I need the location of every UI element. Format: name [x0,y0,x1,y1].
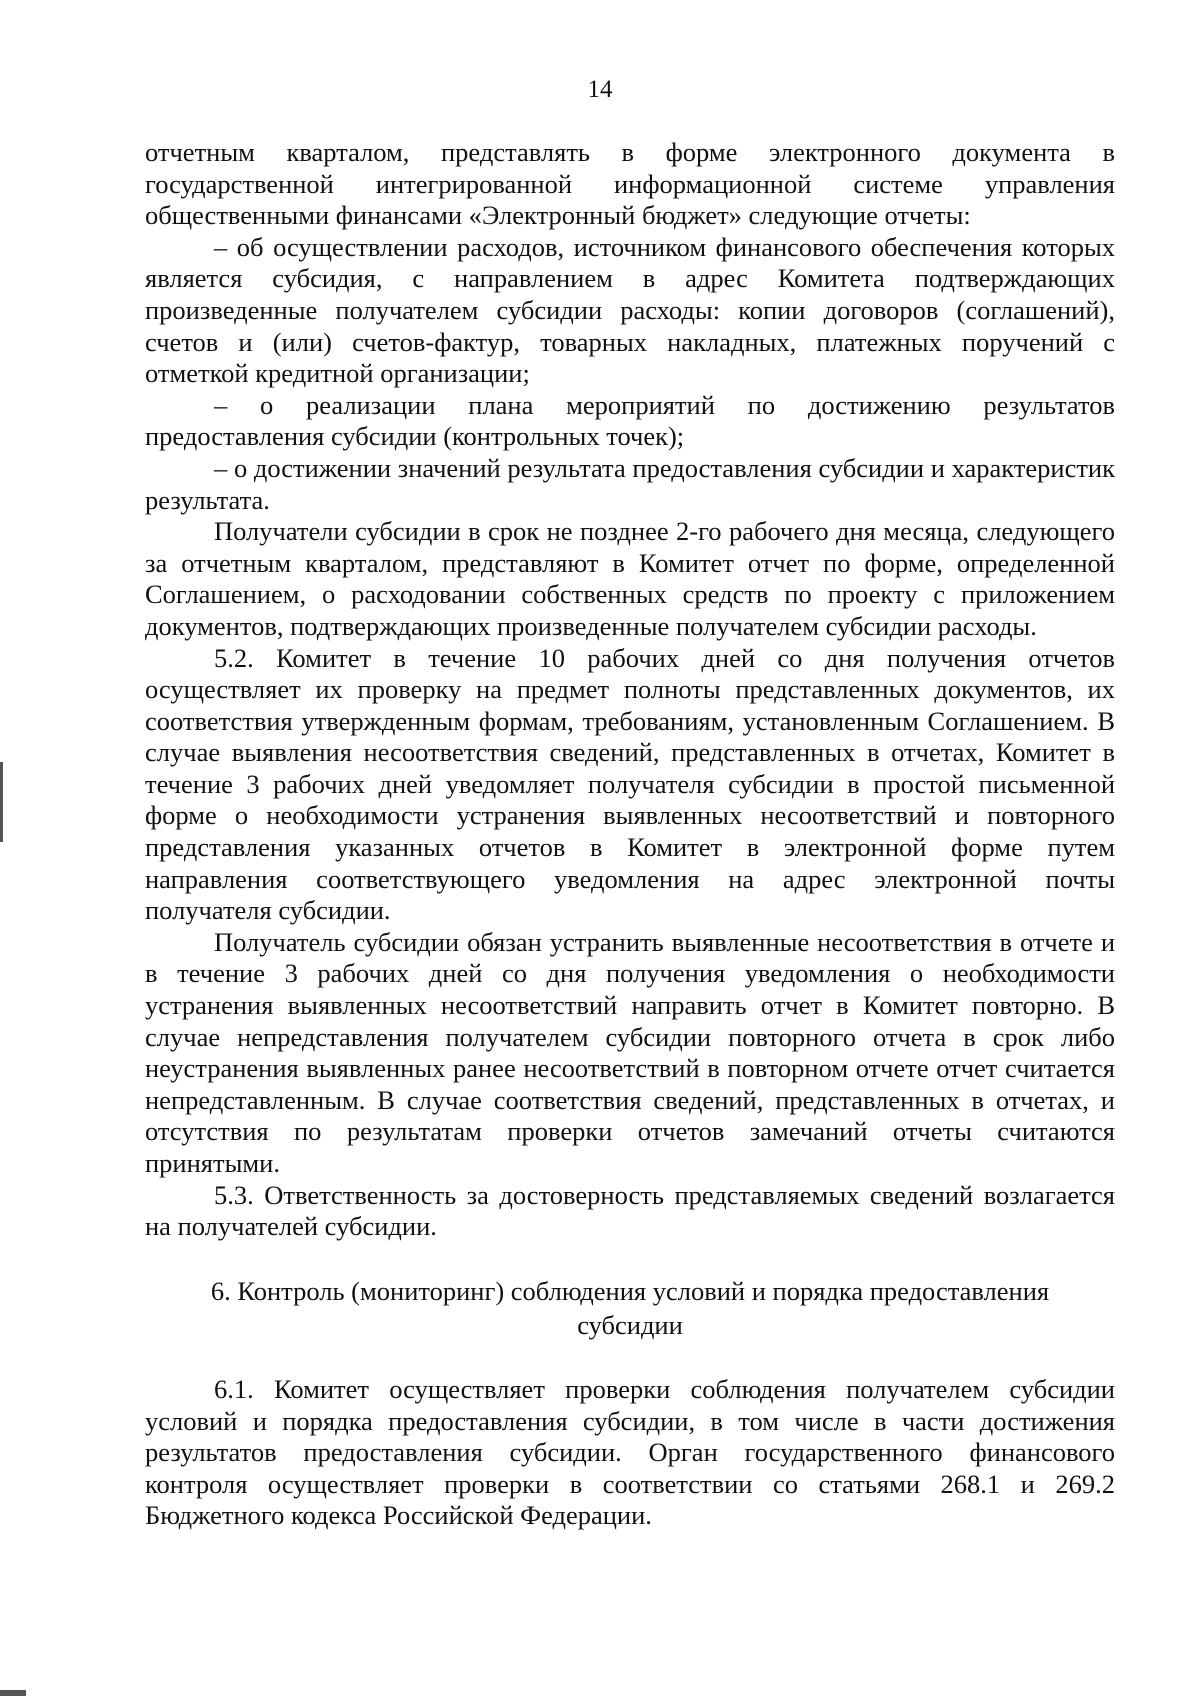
list-item-plan-report: – о реализации плана мероприятий по достижению результатов предоставления субсидии (контрольных точек); [145,389,1115,452]
scan-edge-mark [0,762,3,842]
section-heading-line-2: субсидии [577,1310,683,1341]
spacer [145,1342,1115,1374]
section-heading [145,1274,1115,1342]
paragraph-correction: Получатель субсидии обязан устранить выявленные несоответствия в отчете и в течение 3 рабочих дней со дня получения уведомления о необходимости устранения выявленных несоответствий направить отчет в Комитет повторно. В случае непредставления получателем субсидии повторного отчета в срок либо неустранения выявленных ранее несоответствий в повторном отчете отчет считается непредставленным. В случае соответствия сведений, представленных в отчетах, и отсутствия по результатам проверки отчетов замечаний отчеты считаются принятыми. [145,926,1115,1178]
paragraph-reporting-intro: отчетным кварталом, представлять в форме электронного документа в государственной интегрированной информационной системе управления общественными финансами «Электронный бюджет» следующие отчеты: [145,137,1115,231]
list-item-results-report: – о достижении значений результата предоставления субсидии и характеристик результата. [145,452,1115,515]
paragraph-5-3: 5.3. Ответственность за достоверность представляемых сведений возлагается на получателей субсидии. [145,1179,1115,1242]
paragraph-5-2: 5.2. Комитет в течение 10 рабочих дней со дня получения отчетов осуществляет их проверку на предмет полноты представленных документов, их соответствия утвержденным формам, требованиям, установленным Соглашением. В случае выявления несоответствия сведений, представленных в отчетах, Комитет в течение 3 рабочих дней уведомляет получателя субсидии в простой письменной форме о необходимости устранения выявленных несоответствий и повторного представления указанных отчетов в Комитет в электронной форме путем направления соответствующего уведомления на адрес электронной почты получателя субсидии. [145,642,1115,926]
scan-edge-mark [0,1690,26,1696]
spacer [145,1243,1115,1275]
page-number: 14 [587,76,613,103]
list-item-expenses-report: – об осуществлении расходов, источником финансового обеспечения которых является субсидия, с направлением в адрес Комитета подтверждающих произведенные получателем субсидии расходы: копии договоров (соглашений), счетов и (или) счетов-фактур, товарных накладных, платежных поручений с отметкой кредитной организации; [145,231,1115,389]
document-body [145,137,1115,1532]
paragraph-own-funds-report: Получатели субсидии в срок не позднее 2-го рабочего дня месяца, следующего за отчетным кварталом, представляют в Комитет отчет по форме, определенной Соглашением, о расходовании собственных средств по проекту с приложением документов, подтверждающих произведенные получателем субсидии расходы. [145,516,1115,641]
paragraph-6-1: 6.1. Комитет осуществляет проверки соблюдения получателем субсидии условий и порядка предоставления субсидии, в том числе в части достижения результатов предоставления субсидии. Орган государственного финансового контроля осуществляет проверки в соответствии со статьями 268.1 и 269.2 Бюджетного кодекса Российской Федерации. [145,1373,1115,1531]
section-heading-line-1: 6. Контроль (мониторинг) соблюдения условий и порядка предоставления [210,1276,1050,1307]
